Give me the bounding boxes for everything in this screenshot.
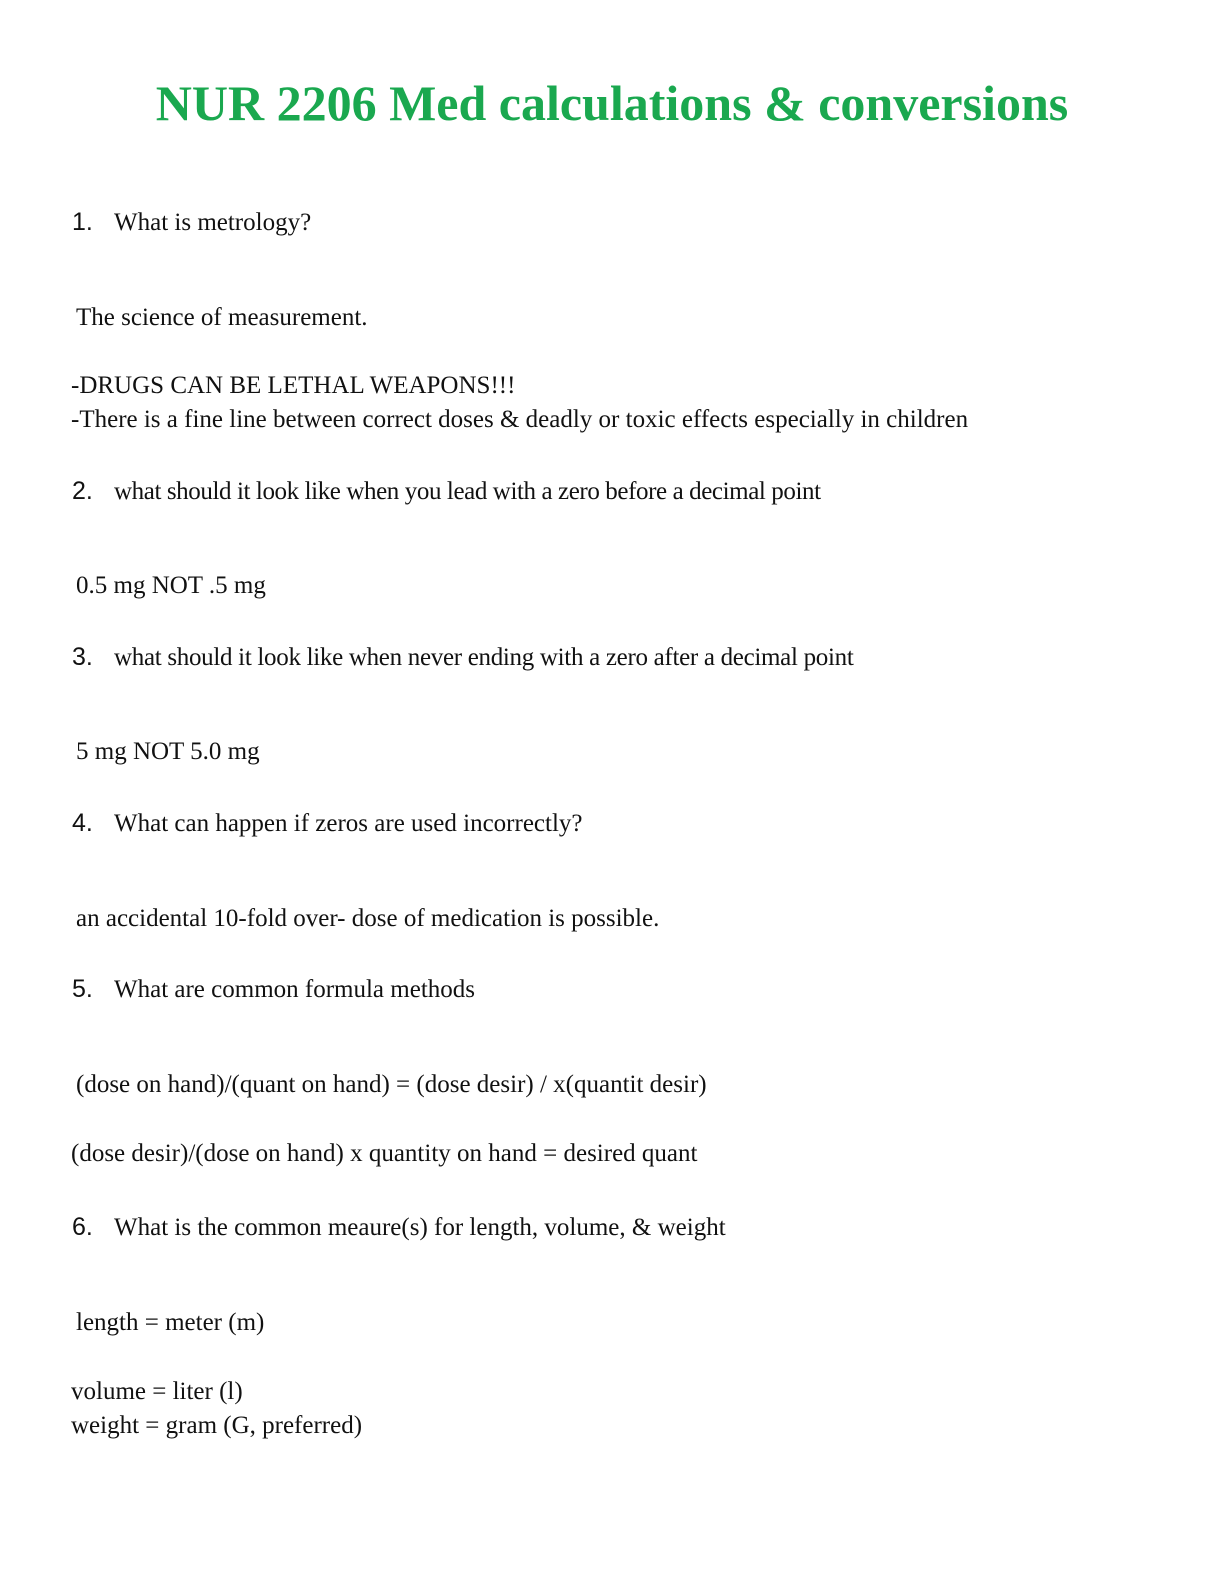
- question-text: What is metrology?: [114, 209, 312, 236]
- question-3: [72, 640, 853, 675]
- answer-2-line-1: 0.5 mg NOT .5 mg: [76, 572, 266, 599]
- answer-3-line-1: 5 mg NOT 5.0 mg: [76, 738, 260, 765]
- question-text: What is the common meaure(s) for length, volume, & weight: [114, 1214, 726, 1241]
- question-1: [72, 205, 311, 240]
- question-text: what should it look like when never ending with a zero after a decimal point: [114, 644, 854, 671]
- question-2: [72, 474, 821, 509]
- answer-6-line-3: weight = gram (G, preferred): [71, 1412, 363, 1439]
- answer-1-line-1: The science of measurement.: [76, 304, 368, 331]
- question-text: What can happen if zeros are used incorrectly?: [114, 810, 583, 837]
- answer-6-line-1: length = meter (m): [76, 1309, 265, 1336]
- answer-5-line-2: (dose desir)/(dose on hand) x quantity on hand = desired quant: [71, 1140, 698, 1167]
- question-number: 2.: [72, 477, 93, 505]
- question-number: 4.: [72, 809, 93, 837]
- question-number: 3.: [72, 643, 93, 671]
- question-4: [72, 806, 583, 841]
- answer-6-line-2: volume = liter (l): [71, 1378, 243, 1405]
- question-6: [72, 1210, 726, 1245]
- answer-1-line-3: -There is a fine line between correct doses & deadly or toxic effects especially in children: [71, 406, 969, 433]
- question-text: what should it look like when you lead with a zero before a decimal point: [114, 478, 821, 505]
- answer-1-line-2: -DRUGS CAN BE LETHAL WEAPONS!!!: [71, 372, 516, 399]
- question-number: 6.: [72, 1213, 93, 1241]
- question-number: 1.: [72, 208, 93, 236]
- question-number: 5.: [72, 975, 93, 1003]
- question-5: [72, 972, 475, 1007]
- answer-5-line-1: (dose on hand)/(quant on hand) = (dose desir) / x(quantit desir): [76, 1071, 707, 1098]
- answer-4-line-1: an accidental 10-fold over- dose of medication is possible.: [76, 905, 660, 932]
- document-title: NUR 2206 Med calculations & conversions: [155, 75, 1069, 131]
- question-text: What are common formula methods: [114, 976, 475, 1003]
